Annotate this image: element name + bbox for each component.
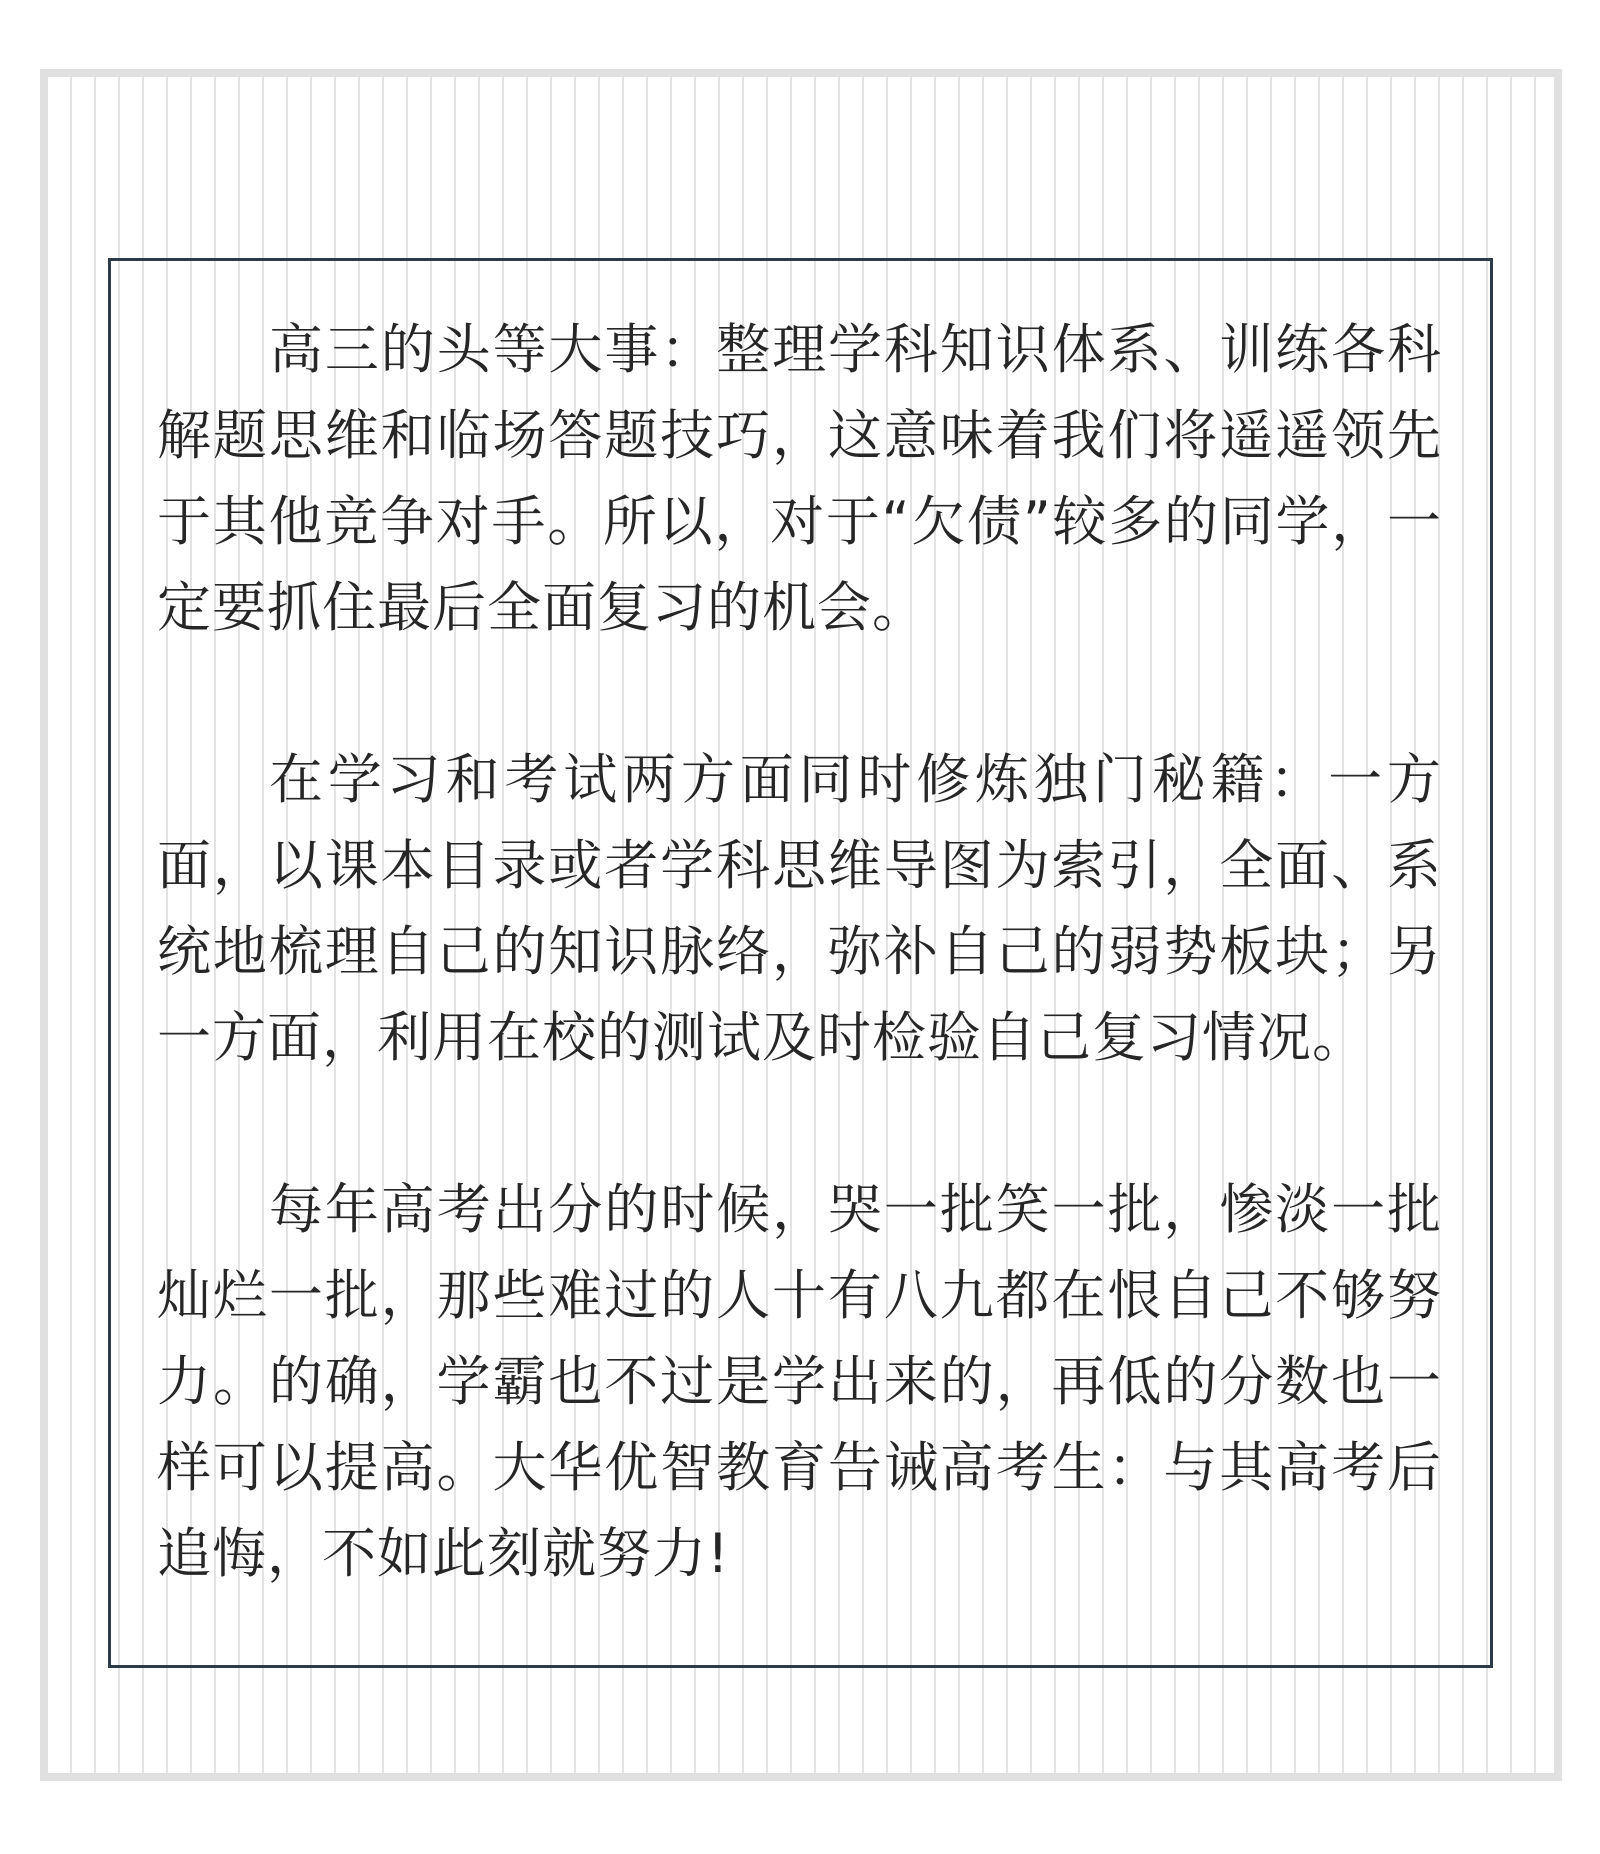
article-text-box <box>108 258 1493 1668</box>
paragraph-2: 在学习和考试两方面同时修炼独门秘籍：一方面，以课本目录或者学科思维导图为索引，全面、系统地梳理自己的知识脉络，弥补自己的弱势板块；另一方面，利用在校的测试及时检验自己复习情况。 <box>157 748 1442 1069</box>
paragraph-3: 每年高考出分的时候，哭一批笑一批，惨淡一批灿烂一批，那些难过的人十有八九都在恨自己不够努力。的确，学霸也不过是学出来的，再低的分数也一样可以提高。大华优智教育告诫高考生：与其高考后追悔，不如此刻就努力! <box>157 1178 1442 1585</box>
paragraph-1: 高三的头等大事：整理学科知识体系、训练各科解题思维和临场答题技巧，这意味着我们将遥遥领先于其他竞争对手。所以，对于“欠债”较多的同学，一定要抓住最后全面复习的机会。 <box>157 318 1442 639</box>
